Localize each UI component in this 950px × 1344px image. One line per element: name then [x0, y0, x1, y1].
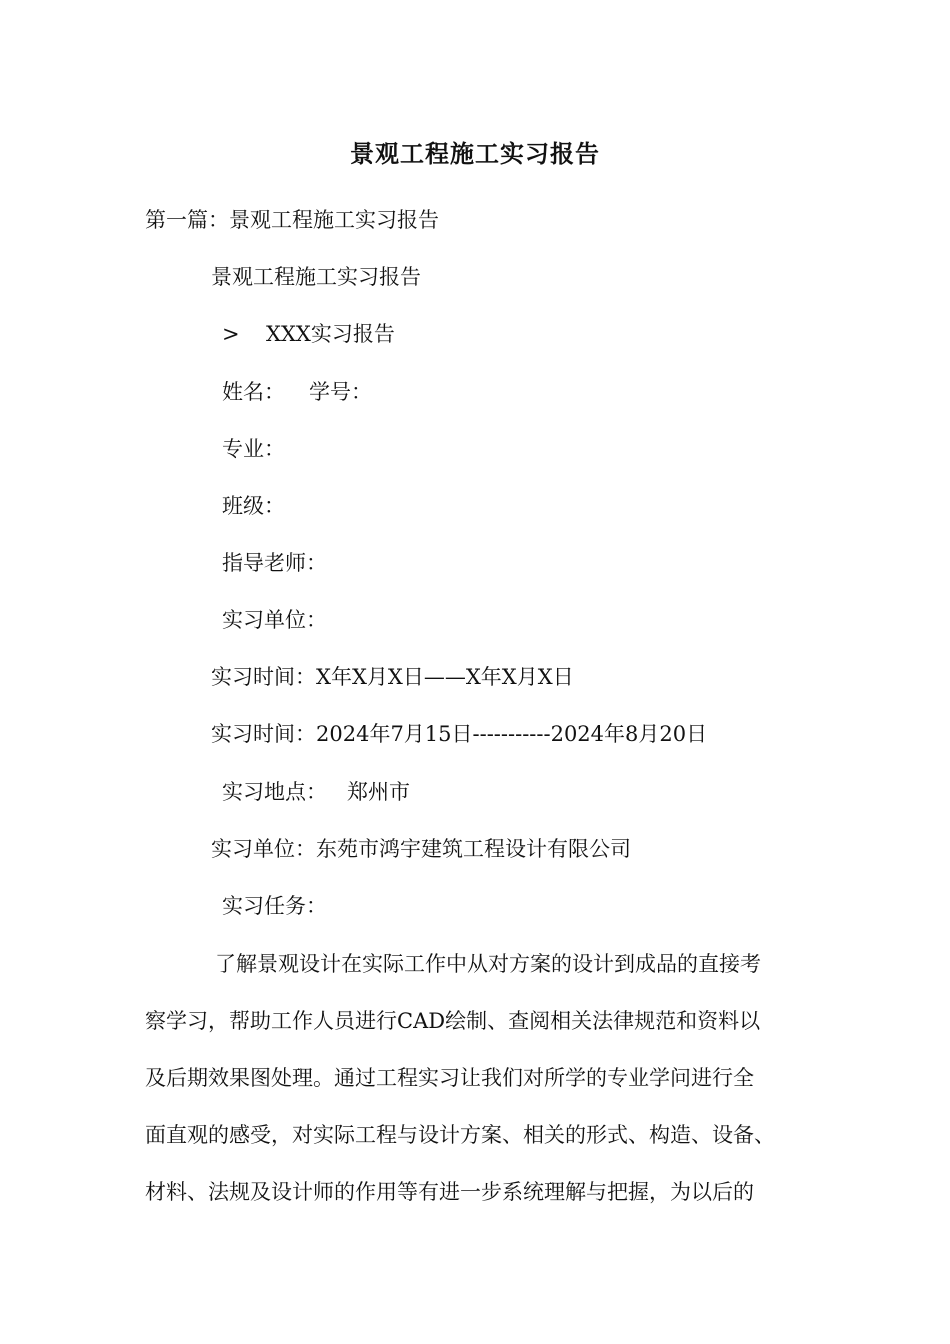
sub-heading: 景观工程施工实习报告: [211, 265, 421, 289]
task-label: 实习任务：: [222, 894, 327, 918]
unit-line: 实习单位：东苑市鸿宇建筑工程设计有限公司: [211, 837, 631, 861]
place-label: 实习地点：: [222, 780, 327, 804]
class-label: 班级：: [222, 494, 285, 518]
part-heading: 第一篇：景观工程施工实习报告: [145, 208, 439, 232]
teacher-label: 指导老师：: [222, 551, 327, 575]
place-value: 郑州市: [347, 780, 410, 804]
body-line: 面直观的感受，对实际工程与设计方案、相关的形式、构造、设备、: [145, 1123, 775, 1147]
document-title: 景观工程施工实习报告: [350, 139, 600, 168]
chevron-right-icon: >: [222, 322, 240, 346]
unit-label: 实习单位：: [222, 608, 327, 632]
time-line-template: 实习时间：X年X月X日——X年X月X日: [211, 665, 574, 689]
body-line: 及后期效果图处理。通过工程实习让我们对所学的专业学问进行全: [145, 1066, 754, 1090]
body-line: 了解景观设计在实际工作中从对方案的设计到成品的直接考: [215, 952, 761, 976]
report-bullet-line: [222, 320, 395, 348]
body-line: 材料、法规及设计师的作用等有进一步系统理解与把握，为以后的: [145, 1180, 754, 1204]
name-label: 姓名：: [222, 380, 285, 404]
body-line: 察学习，帮助工作人员进行CAD绘制、查阅相关法律规范和资料以: [145, 1009, 761, 1033]
name-line: [222, 378, 372, 406]
student-id-label: 学号：: [309, 380, 372, 404]
major-label: 专业：: [222, 437, 285, 461]
time-line-actual: 实习时间：2024年7月15日-----------2024年8月20日: [211, 722, 708, 746]
place-line: [222, 778, 410, 806]
report-name: XXX实习报告: [266, 322, 395, 346]
